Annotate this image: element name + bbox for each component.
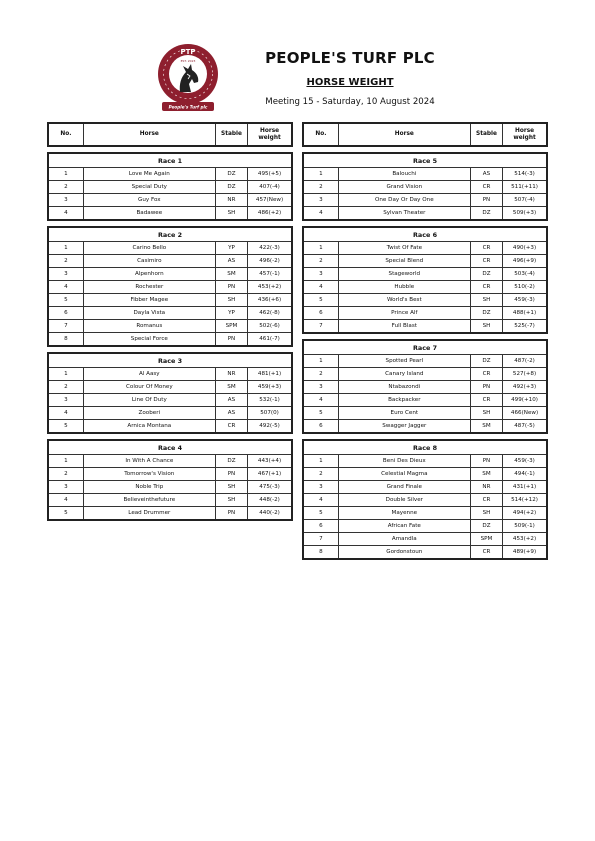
- horse-number: 2: [303, 255, 338, 268]
- logo-ribbon: People's Turf plc: [168, 104, 208, 110]
- horse-name: Backpacker: [338, 394, 470, 407]
- horse-number: 1: [303, 355, 338, 368]
- horse-weight: 489(+9): [503, 546, 547, 560]
- race-title: Race 5: [303, 153, 547, 168]
- race-table: [47, 439, 293, 521]
- race-table: [47, 226, 293, 347]
- horse-weight: 492(+3): [503, 381, 547, 394]
- horse-weight: 481(+1): [248, 368, 292, 381]
- table-row: [303, 468, 547, 481]
- horse-number: 7: [48, 320, 83, 333]
- table-row: [303, 194, 547, 207]
- horse-weight: 494(+2): [503, 507, 547, 520]
- stable-code: DZ: [470, 307, 502, 320]
- table-row: [48, 194, 292, 207]
- stable-code: CR: [470, 255, 502, 268]
- table-row: [303, 281, 547, 294]
- horse-name: Lead Drummer: [83, 507, 215, 521]
- table-row: [48, 307, 292, 320]
- stable-code: SH: [215, 494, 247, 507]
- horse-number: 5: [48, 294, 83, 307]
- table-row: [48, 281, 292, 294]
- race-table: [47, 352, 293, 434]
- horse-number: 5: [303, 294, 338, 307]
- horse-name: Fibber Magee: [83, 294, 215, 307]
- horse-number: 1: [48, 368, 83, 381]
- stable-code: AS: [215, 255, 247, 268]
- stable-code: AS: [215, 394, 247, 407]
- table-row: [303, 307, 547, 320]
- horse-weight: 487(-5): [503, 420, 547, 434]
- horse-number: 1: [48, 242, 83, 255]
- horse-weight: 475(-3): [248, 481, 292, 494]
- table-row: [48, 420, 292, 434]
- stable-code: DZ: [470, 268, 502, 281]
- stable-code: NR: [470, 481, 502, 494]
- race-title: Race 4: [48, 440, 292, 455]
- horse-name: Guy Fox: [83, 194, 215, 207]
- horse-weight: 422(-3): [248, 242, 292, 255]
- table-row: [303, 320, 547, 334]
- horse-weight: 511(+11): [503, 181, 547, 194]
- header-weight: Horse weight: [248, 123, 292, 146]
- race-title: Race 7: [303, 340, 547, 355]
- horse-number: 6: [303, 420, 338, 434]
- horse-number: 4: [48, 494, 83, 507]
- race-table: [302, 226, 548, 334]
- table-row: [48, 507, 292, 521]
- stable-code: PN: [215, 281, 247, 294]
- stable-code: CR: [470, 181, 502, 194]
- stable-code: NR: [215, 368, 247, 381]
- horse-number: 1: [303, 168, 338, 181]
- table-row: [48, 181, 292, 194]
- horse-name: Balouchi: [338, 168, 470, 181]
- horse-name: Casimiro: [83, 255, 215, 268]
- horse-name: Zooberi: [83, 407, 215, 420]
- horse-number: 1: [303, 455, 338, 468]
- table-row: [303, 420, 547, 434]
- horse-number: 3: [303, 481, 338, 494]
- horse-name: Colour Of Money: [83, 381, 215, 394]
- table-row: [303, 381, 547, 394]
- horse-name: Double Silver: [338, 494, 470, 507]
- horse-name: Prince Alf: [338, 307, 470, 320]
- horse-number: 3: [303, 381, 338, 394]
- left-column: [47, 122, 293, 521]
- horse-weight: 514(+12): [503, 494, 547, 507]
- table-row: [48, 494, 292, 507]
- logo-text: PTP: [180, 48, 196, 56]
- horse-name: Special Duty: [83, 181, 215, 194]
- horse-name: Mayenne: [338, 507, 470, 520]
- table-row: [48, 333, 292, 347]
- horse-number: 3: [48, 268, 83, 281]
- column-headers: [47, 122, 293, 147]
- horse-weight: 436(+6): [248, 294, 292, 307]
- column-headers: [302, 122, 548, 147]
- header-no: No.: [303, 123, 338, 146]
- table-row: [48, 468, 292, 481]
- horse-name: Grand Vision: [338, 181, 470, 194]
- horse-number: 7: [303, 320, 338, 334]
- stable-code: DZ: [470, 355, 502, 368]
- horse-name: Hubble: [338, 281, 470, 294]
- horse-weight: 492(-5): [248, 420, 292, 434]
- stable-code: AS: [215, 407, 247, 420]
- horse-weight: 487(-2): [503, 355, 547, 368]
- table-row: [48, 242, 292, 255]
- horse-name: Celestial Magma: [338, 468, 470, 481]
- stable-code: SH: [215, 207, 247, 221]
- stable-code: NR: [215, 194, 247, 207]
- horse-weight: 431(+1): [503, 481, 547, 494]
- right-column: [302, 122, 548, 560]
- table-row: [303, 368, 547, 381]
- horse-weight: 490(+3): [503, 242, 547, 255]
- table-row: [303, 533, 547, 546]
- horse-number: 8: [48, 333, 83, 347]
- header-horse: Horse: [338, 123, 470, 146]
- stable-code: SM: [215, 381, 247, 394]
- horse-weight: 457(New): [248, 194, 292, 207]
- horse-number: 3: [303, 268, 338, 281]
- stable-code: CR: [470, 281, 502, 294]
- stable-code: DZ: [215, 181, 247, 194]
- stable-code: PN: [215, 333, 247, 347]
- meeting-info: Meeting 15 - Saturday, 10 August 2024: [265, 97, 435, 107]
- horse-number: 4: [48, 281, 83, 294]
- table-row: [303, 520, 547, 533]
- horse-name: Beni Des Dieux: [338, 455, 470, 468]
- horse-number: 8: [303, 546, 338, 560]
- horse-name: Al Aasy: [83, 368, 215, 381]
- horse-weight: 509(-1): [503, 520, 547, 533]
- horse-weight: 459(+3): [248, 381, 292, 394]
- horse-name: World's Best: [338, 294, 470, 307]
- stable-code: AS: [470, 168, 502, 181]
- horse-number: 2: [48, 468, 83, 481]
- horse-weight: 486(+2): [248, 207, 292, 221]
- horse-name: Believeinthefuture: [83, 494, 215, 507]
- stable-code: CR: [470, 546, 502, 560]
- table-row: [48, 368, 292, 381]
- horse-name: Arnica Montana: [83, 420, 215, 434]
- logo-est: EST. 2023: [180, 59, 196, 63]
- table-row: [48, 294, 292, 307]
- race-title: Race 1: [48, 153, 292, 168]
- horse-weight: 407(-4): [248, 181, 292, 194]
- horse-number: 5: [48, 420, 83, 434]
- horse-weight: 503(-4): [503, 268, 547, 281]
- horse-name: African Fate: [338, 520, 470, 533]
- table-row: [303, 242, 547, 255]
- horse-name: Amandla: [338, 533, 470, 546]
- table-row: [48, 168, 292, 181]
- table-row: [303, 481, 547, 494]
- horse-weight: 507(-4): [503, 194, 547, 207]
- horse-weight: 462(-8): [248, 307, 292, 320]
- horse-name: Noble Trip: [83, 481, 215, 494]
- horse-number: 5: [303, 407, 338, 420]
- horse-number: 4: [303, 394, 338, 407]
- horse-name: In With A Chance: [83, 455, 215, 468]
- horse-name: Rochester: [83, 281, 215, 294]
- horse-number: 3: [48, 481, 83, 494]
- horse-number: 6: [303, 520, 338, 533]
- stable-code: CR: [470, 368, 502, 381]
- horse-number: 3: [48, 394, 83, 407]
- stable-code: CR: [215, 420, 247, 434]
- horse-weight: 496(-2): [248, 255, 292, 268]
- horse-name: Ntabazondi: [338, 381, 470, 394]
- horse-number: 3: [303, 194, 338, 207]
- race-title: Race 2: [48, 227, 292, 242]
- stable-code: CR: [470, 394, 502, 407]
- horse-name: Alpenhorn: [83, 268, 215, 281]
- table-row: [303, 407, 547, 420]
- header-no: No.: [48, 123, 83, 146]
- table-row: [303, 294, 547, 307]
- horse-name: Tomorrow's Vision: [83, 468, 215, 481]
- ptp-logo: [156, 42, 220, 114]
- table-row: [48, 407, 292, 420]
- horse-number: 4: [48, 207, 83, 221]
- horse-name: Canary Island: [338, 368, 470, 381]
- horse-name: Gordonstoun: [338, 546, 470, 560]
- horse-name: Grand Finale: [338, 481, 470, 494]
- page-header: [0, 0, 595, 118]
- header-horse: Horse: [83, 123, 215, 146]
- stable-code: CR: [470, 494, 502, 507]
- stable-code: PN: [470, 194, 502, 207]
- horse-name: Sylvan Theater: [338, 207, 470, 221]
- table-row: [48, 320, 292, 333]
- horse-name: One Day Or Day One: [338, 194, 470, 207]
- horse-weight: 453(+2): [248, 281, 292, 294]
- race-title: Race 6: [303, 227, 547, 242]
- horse-number: 1: [303, 242, 338, 255]
- table-row: [48, 394, 292, 407]
- horse-weight: 525(-7): [503, 320, 547, 334]
- stable-code: SH: [470, 407, 502, 420]
- horse-weight: 453(+2): [503, 533, 547, 546]
- table-row: [48, 268, 292, 281]
- horse-name: Carino Bello: [83, 242, 215, 255]
- document-title: HORSE WEIGHT: [306, 77, 394, 88]
- horse-weight: 461(-7): [248, 333, 292, 347]
- horse-number: 2: [303, 468, 338, 481]
- horse-weight: 457(-1): [248, 268, 292, 281]
- horse-number: 2: [48, 181, 83, 194]
- horse-weight: 514(-3): [503, 168, 547, 181]
- stable-code: SH: [470, 320, 502, 334]
- race-table: [47, 152, 293, 221]
- horse-weight: 494(-1): [503, 468, 547, 481]
- stable-code: DZ: [470, 207, 502, 221]
- table-row: [303, 268, 547, 281]
- horse-weight: 459(-3): [503, 294, 547, 307]
- stable-code: DZ: [215, 168, 247, 181]
- stable-code: SM: [215, 268, 247, 281]
- table-row: [48, 381, 292, 394]
- table-row: [303, 494, 547, 507]
- header-weight: Horse weight: [503, 123, 547, 146]
- horse-weight: 459(-3): [503, 455, 547, 468]
- horse-number: 6: [303, 307, 338, 320]
- horse-weight: 466(New): [503, 407, 547, 420]
- table-row: [48, 481, 292, 494]
- stable-code: PN: [470, 455, 502, 468]
- stable-code: YP: [215, 307, 247, 320]
- horse-weight: 510(-2): [503, 281, 547, 294]
- stable-code: SPM: [470, 533, 502, 546]
- horse-name: Special Force: [83, 333, 215, 347]
- horse-number: 2: [48, 381, 83, 394]
- horse-name: Badawee: [83, 207, 215, 221]
- stable-code: SH: [215, 294, 247, 307]
- stable-code: PN: [215, 507, 247, 521]
- horse-name: Euro Cent: [338, 407, 470, 420]
- table-row: [303, 207, 547, 221]
- table-row: [303, 455, 547, 468]
- stable-code: SM: [470, 468, 502, 481]
- stable-code: PN: [215, 468, 247, 481]
- horse-name: Twist Of Fate: [338, 242, 470, 255]
- horse-name: Full Blast: [338, 320, 470, 334]
- horse-weight: 507(0): [248, 407, 292, 420]
- horse-weight: 532(-1): [248, 394, 292, 407]
- stable-code: SH: [215, 481, 247, 494]
- horse-number: 7: [303, 533, 338, 546]
- table-row: [48, 455, 292, 468]
- stable-code: YP: [215, 242, 247, 255]
- stable-code: PN: [470, 381, 502, 394]
- table-row: [48, 207, 292, 221]
- race-title: Race 8: [303, 440, 547, 455]
- stable-code: CR: [470, 242, 502, 255]
- stable-code: DZ: [470, 520, 502, 533]
- horse-weight: 495(+5): [248, 168, 292, 181]
- horse-number: 5: [48, 507, 83, 521]
- header-stable: Stable: [215, 123, 247, 146]
- horse-number: 4: [303, 494, 338, 507]
- horse-number: 4: [48, 407, 83, 420]
- stable-code: SH: [470, 294, 502, 307]
- horse-name: Line Of Duty: [83, 394, 215, 407]
- horse-number: 4: [303, 281, 338, 294]
- horse-number: 2: [48, 255, 83, 268]
- horse-number: 4: [303, 207, 338, 221]
- stable-code: SPM: [215, 320, 247, 333]
- horse-name: Dayla Vista: [83, 307, 215, 320]
- horse-number: 5: [303, 507, 338, 520]
- horse-weight: 502(-6): [248, 320, 292, 333]
- stable-code: SM: [470, 420, 502, 434]
- table-row: [303, 255, 547, 268]
- race-table: [302, 152, 548, 221]
- header-stable: Stable: [470, 123, 502, 146]
- horse-number: 1: [48, 455, 83, 468]
- race-table: [302, 439, 548, 560]
- stable-code: SH: [470, 507, 502, 520]
- horse-weight: 448(-2): [248, 494, 292, 507]
- horse-number: 2: [303, 181, 338, 194]
- horse-weight: 509(+3): [503, 207, 547, 221]
- table-row: [303, 168, 547, 181]
- horse-weight: 443(+4): [248, 455, 292, 468]
- stable-code: DZ: [215, 455, 247, 468]
- horse-weight: 467(+1): [248, 468, 292, 481]
- company-name: PEOPLE'S TURF PLC: [265, 49, 435, 67]
- race-table: [302, 339, 548, 434]
- table-row: [303, 181, 547, 194]
- horse-number: 3: [48, 194, 83, 207]
- horse-name: Romanus: [83, 320, 215, 333]
- table-row: [303, 507, 547, 520]
- horse-number: 2: [303, 368, 338, 381]
- horse-name: Love Me Again: [83, 168, 215, 181]
- table-row: [303, 355, 547, 368]
- horse-number: 1: [48, 168, 83, 181]
- horse-name: Special Blend: [338, 255, 470, 268]
- horse-weight: 440(-2): [248, 507, 292, 521]
- table-row: [303, 546, 547, 560]
- horse-weight: 488(+1): [503, 307, 547, 320]
- horse-number: 6: [48, 307, 83, 320]
- horse-weight: 496(+9): [503, 255, 547, 268]
- horse-name: Stageworld: [338, 268, 470, 281]
- race-title: Race 3: [48, 353, 292, 368]
- horse-name: Spotted Pearl: [338, 355, 470, 368]
- horse-weight: 527(+8): [503, 368, 547, 381]
- horse-name: Swagger Jagger: [338, 420, 470, 434]
- table-row: [303, 394, 547, 407]
- table-row: [48, 255, 292, 268]
- horse-weight: 499(+10): [503, 394, 547, 407]
